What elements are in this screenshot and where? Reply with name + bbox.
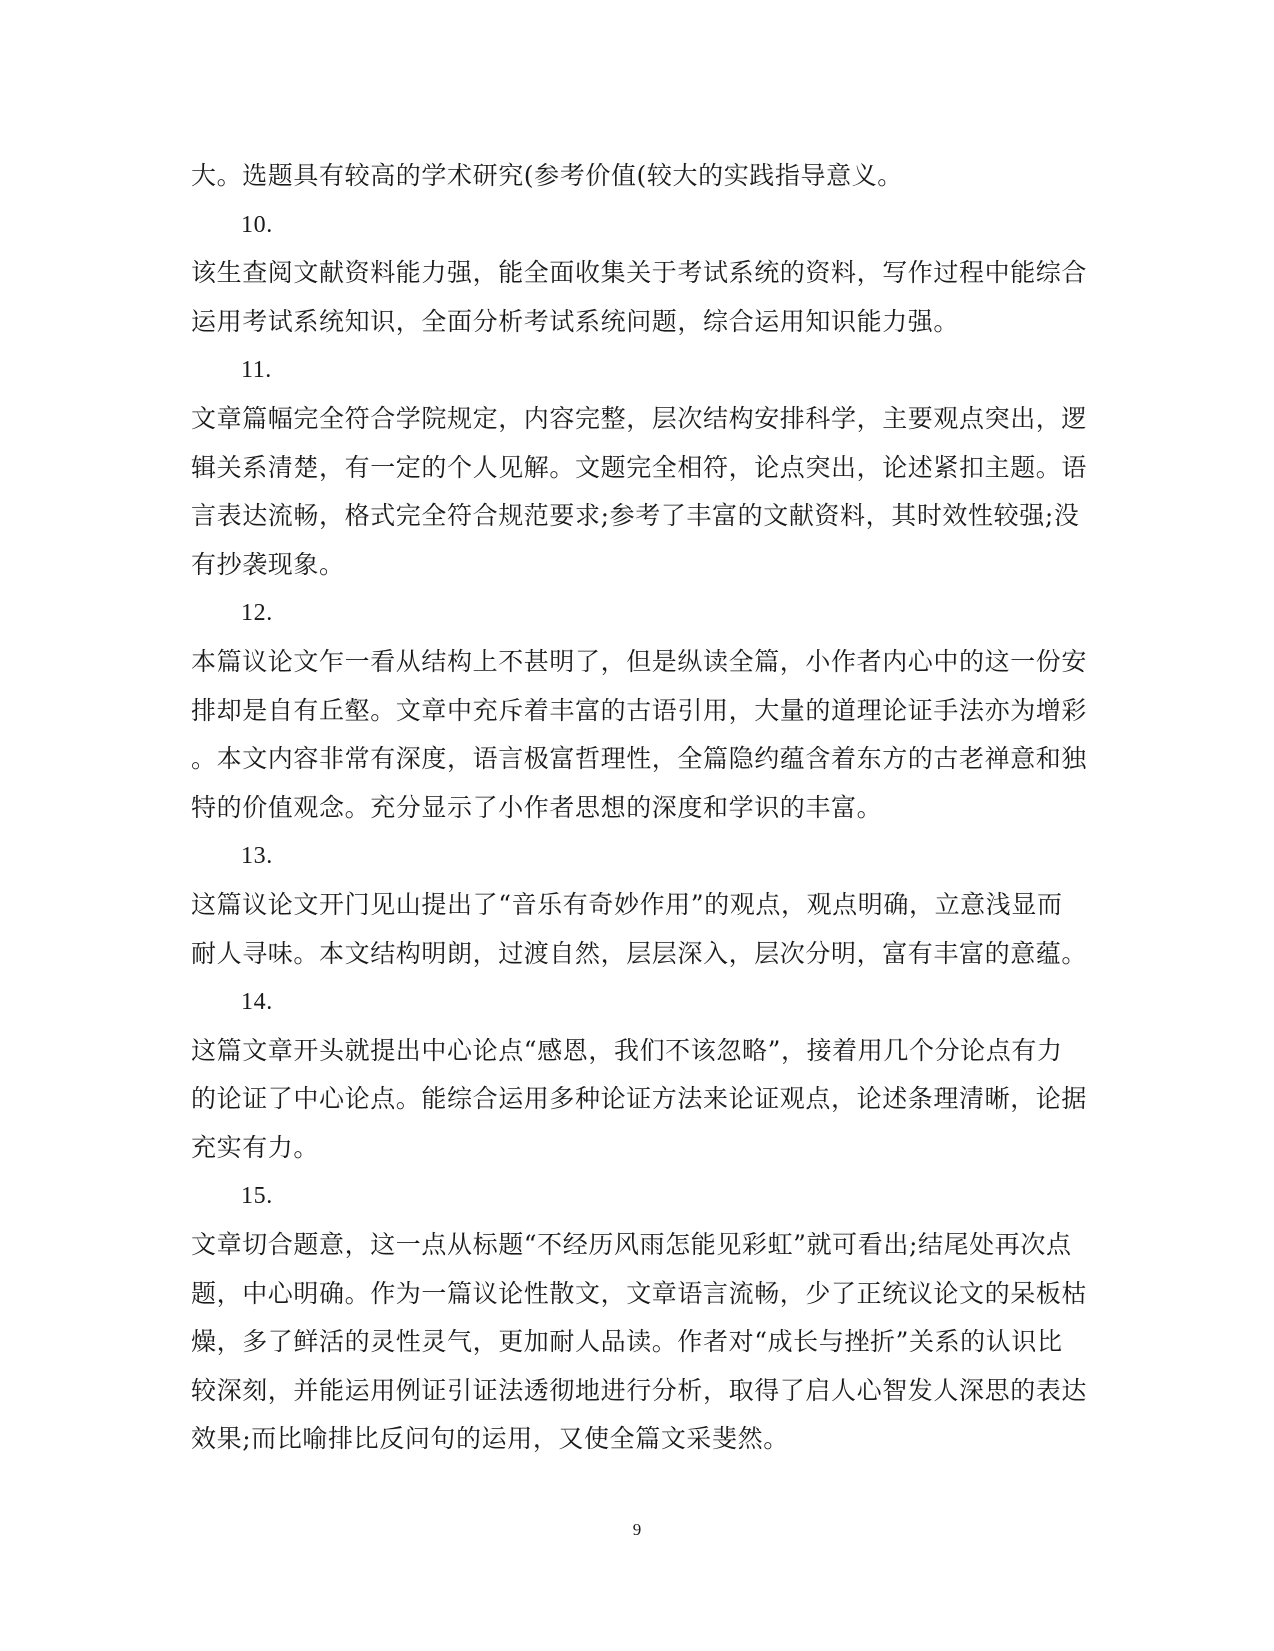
item-number: 12.	[241, 600, 273, 627]
text-line: 该生查阅文献资料能力强，能全面收集关于考试系统的资料，写作过程中能综合	[191, 258, 1088, 288]
text-line: 较深刻，并能运用例证引证法透彻地进行分析，取得了启人心智发人深思的表达	[191, 1375, 1088, 1405]
text-line: 排却是自有丘壑。文章中充斥着丰富的古语引用，大量的道理论证手法亦为增彩	[191, 695, 1088, 725]
item-number: 14.	[241, 989, 273, 1016]
text-line: 文章切合题意，这一点从标题“不经历风雨怎能见彩虹”就可看出;结尾处再次点	[191, 1230, 1072, 1260]
item-number: 13.	[241, 843, 273, 870]
text-line: 效果;而比喻排比反问句的运用，又使全篇文采斐然。	[191, 1424, 789, 1454]
text-line: 本篇议论文乍一看从结构上不甚明了，但是纵读全篇，小作者内心中的这一份安	[191, 646, 1088, 676]
text-line: 特的价值观念。充分显示了小作者思想的深度和学识的丰富。	[191, 792, 883, 822]
item-number: 10.	[241, 211, 273, 238]
text-line: 这篇议论文开门见山提出了“音乐有奇妙作用”的观点，观点明确，立意浅显而	[191, 889, 1063, 919]
text-line: 这篇文章开头就提出中心论点“感恩，我们不该忽略”，接着用几个分论点有力	[191, 1035, 1063, 1065]
text-line: 燥，多了鲜活的灵性灵气，更加耐人品读。作者对“成长与挫折”关系的认识比	[191, 1327, 1063, 1357]
text-line: 言表达流畅，格式完全符合规范要求;参考了丰富的文献资料，其时效性较强;没	[191, 501, 1080, 531]
text-line: 辑关系清楚，有一定的个人见解。文题完全相符，论点突出，论述紧扣主题。语	[191, 452, 1088, 482]
text-line: 文章篇幅完全符合学院规定，内容完整，层次结构安排科学，主要观点突出，逻	[191, 403, 1088, 433]
text-line: 题，中心明确。作为一篇议论性散文，文章语言流畅，少了正统议论文的呆板枯	[191, 1278, 1088, 1308]
text-line: 大。选题具有较高的学术研究(参考价值(较大的实践指导意义。	[191, 161, 903, 190]
page-number: 9	[632, 1520, 642, 1539]
item-number: 11.	[241, 357, 272, 384]
text-line: 运用考试系统知识，全面分析考试系统问题，综合运用知识能力强。	[191, 306, 960, 336]
text-line: 耐人寻味。本文结构明朗，过渡自然，层层深入，层次分明，富有丰富的意蕴。	[191, 938, 1088, 968]
document-body	[191, 152, 1088, 1464]
text-line: 。本文内容非常有深度，语言极富哲理性，全篇隐约蕴含着东方的古老禅意和独	[191, 744, 1088, 774]
text-line: 的论证了中心论点。能综合运用多种论证方法来论证观点，论述条理清晰，论据	[191, 1084, 1088, 1114]
text-line: 充实有力。	[191, 1132, 320, 1162]
item-number: 15.	[241, 1183, 273, 1210]
text-line: 有抄袭现象。	[191, 549, 345, 579]
